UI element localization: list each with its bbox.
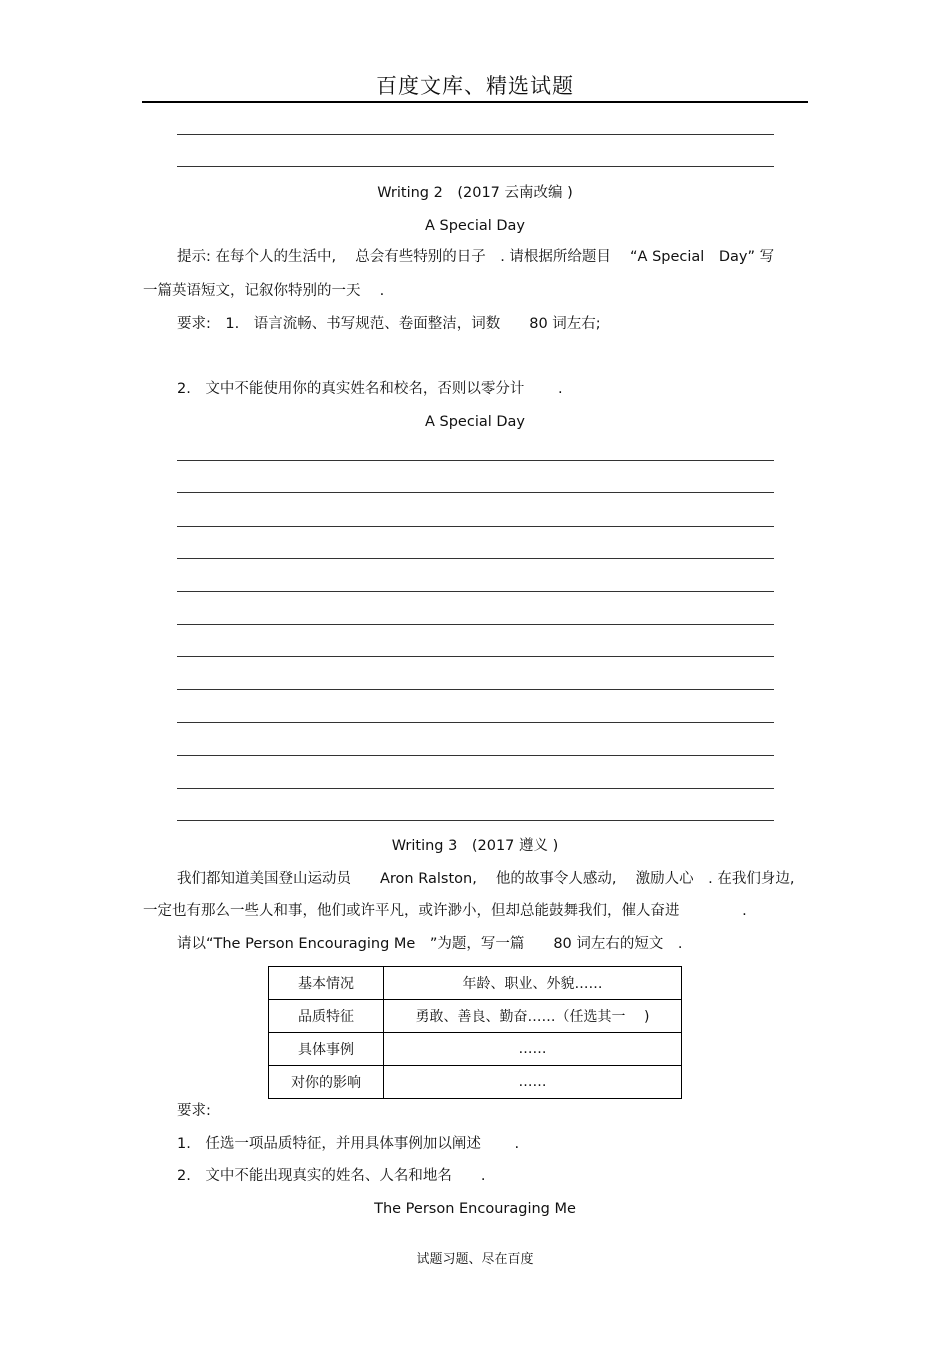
writing3-intro-line2: 一定也有那么一些人和事，他们或许平凡，或许渺小，但却总能鼓舞我们，催人奋进 . (143, 903, 747, 919)
writing3-info-table (268, 966, 682, 1099)
writing2-answer-title: A Special Day (424, 414, 525, 430)
writing2-requirement-2: 2. 文中不能使用你的真实姓名和校名，否则以零分计 . (177, 381, 563, 397)
writing3-requirement-1: 1. 任选一项品质特征，并用具体事例加以阐述 . (177, 1136, 520, 1152)
table-key-cell: 品质特征 (269, 1000, 384, 1033)
answer-line (177, 820, 774, 821)
answer-line (177, 526, 774, 527)
writing3-requirement-2: 2. 文中不能出现真实的姓名、人名和地名 . (177, 1168, 486, 1184)
table-value-cell: 勇敢、善良、勤奋……（任选其一 ) (384, 1000, 682, 1033)
writing3-intro-line1: 我们都知道美国登山运动员 Aron Ralston, 他的故事令人感动, 激励人心 . 在我们身边, (177, 871, 795, 887)
answer-line (177, 460, 774, 461)
table-row (269, 1033, 682, 1066)
table-value-cell: …… (384, 1066, 682, 1099)
writing3-heading: Writing 3 (2017 遵义 ) (391, 838, 559, 854)
answer-line (177, 558, 774, 559)
writing2-tip-line2: 一篇英语短文，记叙你特别的一天 . (143, 283, 385, 299)
writing2-requirement-1: 要求: 1. 语言流畅、书写规范、卷面整洁，词数 80 词左右; (177, 316, 601, 332)
writing3-intro-line3: 请以“The Person Encouraging Me ”为题，写一篇 80 词左右的短文 . (177, 936, 683, 952)
page-header-title: 百度文库、精选试题 (376, 74, 574, 98)
answer-line (177, 788, 774, 789)
writing2-heading: Writing 2 (2017 云南改编 ) (377, 185, 573, 201)
table-row (269, 1066, 682, 1099)
table-row (269, 967, 682, 1000)
table-value-cell: …… (384, 1033, 682, 1066)
page-footer: 试题习题、尽在百度 (416, 1252, 534, 1267)
answer-line (177, 134, 774, 135)
table-row (269, 1000, 682, 1033)
writing2-title: A Special Day (424, 218, 525, 234)
answer-line (177, 492, 774, 493)
answer-line (177, 656, 774, 657)
table-value-cell: 年龄、职业、外貌…… (384, 967, 682, 1000)
answer-line (177, 591, 774, 592)
table-key-cell: 基本情况 (269, 967, 384, 1000)
table-key-cell: 具体事例 (269, 1033, 384, 1066)
answer-line (177, 722, 774, 723)
table-key-cell: 对你的影响 (269, 1066, 384, 1099)
header-rule (142, 101, 808, 103)
answer-line (177, 624, 774, 625)
answer-line (177, 689, 774, 690)
answer-line (177, 755, 774, 756)
writing2-tip-line1: 提示: 在每个人的生活中, 总会有些特别的日子 . 请根据所给题目 “A Special Day” 写 (177, 249, 775, 265)
answer-line (177, 166, 774, 167)
writing3-answer-title: The Person Encouraging Me (374, 1201, 576, 1217)
writing3-requirements-label: 要求: (177, 1103, 211, 1119)
